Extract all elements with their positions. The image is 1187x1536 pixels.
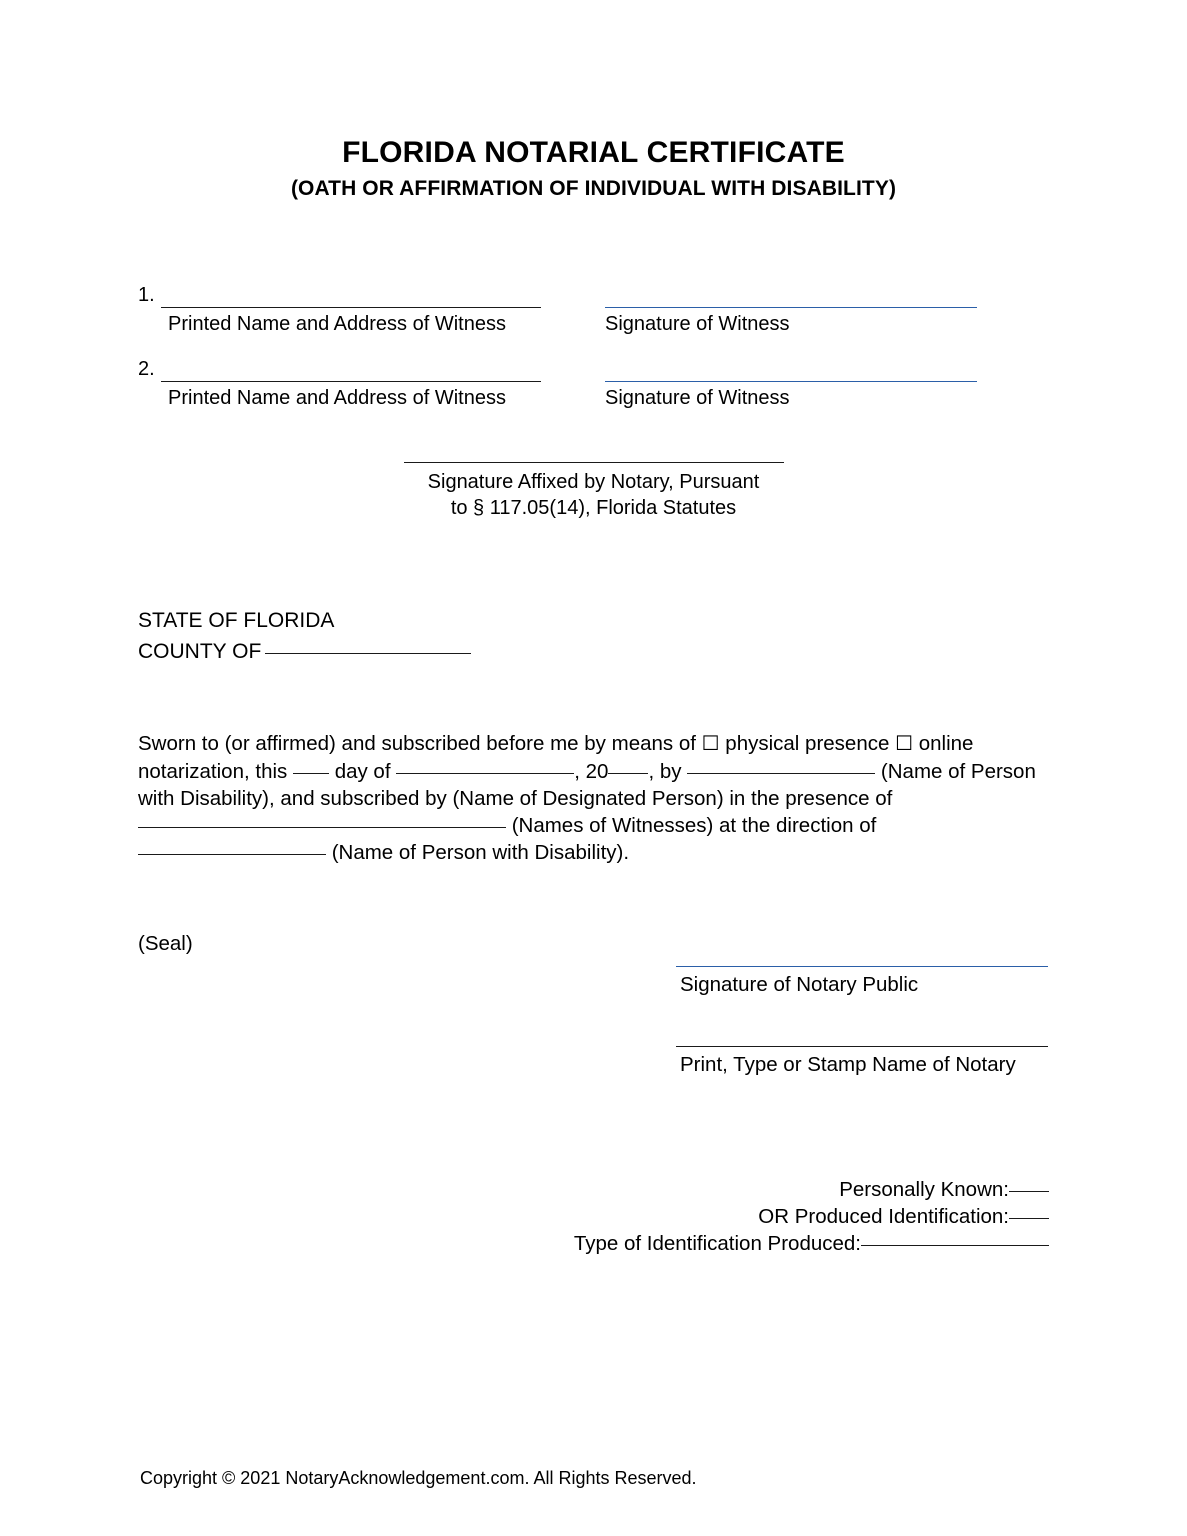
sworn-text-4: day of	[334, 760, 391, 783]
notary-signature-field[interactable]	[676, 966, 1048, 967]
day-field[interactable]	[293, 773, 329, 774]
witness-signature-label: Signature of Witness	[605, 313, 790, 335]
state-label: STATE OF FLORIDA	[138, 609, 335, 632]
witness-section	[138, 282, 1058, 430]
notary-affix-section	[0, 462, 1187, 521]
witness-row	[138, 282, 1058, 356]
sworn-text-2: physical presence	[725, 732, 890, 755]
county-label: COUNTY OF	[138, 640, 262, 663]
notary-affix-line-2: to § 117.05(14), Florida Statutes	[450, 497, 737, 519]
personally-known-label: Personally Known:	[839, 1178, 1009, 1201]
notary-printed-name-label: Print, Type or Stamp Name of Notary	[680, 1053, 1016, 1076]
sworn-text-5: , 20	[574, 760, 609, 783]
county-field[interactable]	[265, 653, 471, 654]
type-of-identification-label: Type of Identification Produced:	[573, 1232, 861, 1255]
document-title-block	[0, 136, 1187, 201]
sworn-statement	[138, 730, 1053, 866]
witness-signature-label: Signature of Witness	[605, 387, 790, 409]
notary-affix-line-1: Signature Affixed by Notary, Pursuant	[427, 471, 760, 493]
county-row	[138, 636, 471, 667]
year-field[interactable]	[608, 773, 648, 774]
personally-known-field[interactable]	[1009, 1191, 1049, 1192]
type-of-identification-row	[574, 1230, 1049, 1257]
person-with-disability-field[interactable]	[138, 854, 326, 855]
witness-printed-name-field[interactable]	[161, 307, 541, 308]
checkbox-online-notarization[interactable]: ☐	[895, 733, 914, 755]
month-field[interactable]	[396, 773, 574, 774]
venue-section	[138, 605, 471, 667]
witness-number: 2.	[138, 358, 155, 380]
witness-number: 1.	[138, 284, 155, 306]
seal-label: (Seal)	[138, 932, 193, 955]
page-title: FLORIDA NOTARIAL CERTIFICATE	[342, 136, 845, 169]
personally-known-row	[574, 1176, 1049, 1203]
produced-identification-field[interactable]	[1009, 1218, 1049, 1219]
footer-copyright: Copyright © 2021 NotaryAcknowledgement.com. All Rights Reserved.	[140, 1468, 697, 1488]
witness-printed-name-label: Printed Name and Address of Witness	[168, 387, 506, 409]
witness-signature-field[interactable]	[605, 381, 977, 382]
witness-signature-field[interactable]	[605, 307, 977, 308]
sworn-text-6: , by	[648, 760, 682, 783]
sworn-text-3: online notarization, this	[138, 732, 974, 783]
page-subtitle: (OATH OR AFFIRMATION OF INDIVIDUAL WITH DISABILITY)	[290, 176, 897, 200]
checkbox-physical-presence[interactable]: ☐	[701, 733, 720, 755]
sworn-text-9: (Name of Person with Disability).	[331, 841, 630, 864]
notary-signature-label: Signature of Notary Public	[680, 973, 919, 996]
sworn-text-8: (Names of Witnesses) at the direction of	[511, 814, 877, 837]
type-of-identification-field[interactable]	[861, 1245, 1049, 1246]
notary-signature-section	[676, 966, 1048, 1078]
notary-affix-signature-field[interactable]	[404, 462, 784, 463]
witness-printed-name-field[interactable]	[161, 381, 541, 382]
sworn-text-7: (Name of Person with Disability), and subscribed by (Name of Designated Person) in the presence of	[138, 760, 1036, 810]
produced-identification-label: OR Produced Identification:	[758, 1205, 1009, 1228]
sworn-text-1: Sworn to (or affirmed) and subscribed before me by means of	[138, 732, 696, 755]
produced-identification-row	[574, 1203, 1049, 1230]
spacer	[676, 998, 1048, 1046]
person-name-field[interactable]	[687, 773, 875, 774]
notary-printed-name-field[interactable]	[676, 1046, 1048, 1047]
identification-section	[574, 1176, 1049, 1257]
witness-printed-name-label: Printed Name and Address of Witness	[168, 313, 506, 335]
witness-names-field[interactable]	[138, 827, 506, 828]
witness-row	[138, 356, 1058, 430]
